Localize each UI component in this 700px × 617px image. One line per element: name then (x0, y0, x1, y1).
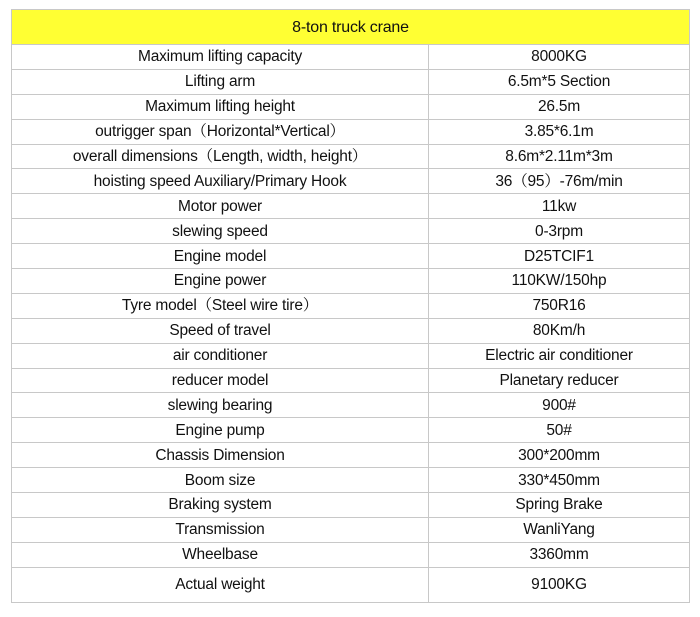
param-cell: Engine pump (12, 418, 429, 443)
table-row (12, 542, 690, 567)
param-cell: overall dimensions（Length, width, height） (12, 144, 429, 169)
value-cell: 8.6m*2.11m*3m (429, 144, 690, 169)
param-cell: air conditioner (12, 343, 429, 368)
value-cell: 8000KG (429, 45, 690, 70)
param-cell: Motor power (12, 194, 429, 219)
value-cell: Planetary reducer (429, 368, 690, 393)
table-row (12, 393, 690, 418)
param-cell: slewing speed (12, 219, 429, 244)
value-cell: 11kw (429, 194, 690, 219)
table-row (12, 517, 690, 542)
table-row (12, 244, 690, 269)
value-cell: 3360mm (429, 542, 690, 567)
value-cell: 0-3rpm (429, 219, 690, 244)
value-cell: 750R16 (429, 293, 690, 318)
param-cell: Tyre model（Steel wire tire） (12, 293, 429, 318)
table-row (12, 418, 690, 443)
value-cell: WanliYang (429, 517, 690, 542)
table-row (12, 219, 690, 244)
param-cell: Lifting arm (12, 69, 429, 94)
param-cell: Chassis Dimension (12, 443, 429, 468)
value-cell: Electric air conditioner (429, 343, 690, 368)
table-row (12, 194, 690, 219)
table-row (12, 119, 690, 144)
spec-table-body (12, 10, 690, 603)
table-row (12, 567, 690, 602)
value-cell: 9100KG (429, 567, 690, 602)
table-title: 8-ton truck crane (12, 10, 690, 45)
value-cell: 900# (429, 393, 690, 418)
table-row (12, 443, 690, 468)
table-row (12, 45, 690, 70)
param-cell: outrigger span（Horizontal*Vertical） (12, 119, 429, 144)
value-cell: Spring Brake (429, 493, 690, 518)
table-row (12, 94, 690, 119)
value-cell: 80Km/h (429, 318, 690, 343)
table-row (12, 468, 690, 493)
table-row (12, 144, 690, 169)
value-cell: 26.5m (429, 94, 690, 119)
table-row (12, 293, 690, 318)
table-row (12, 368, 690, 393)
value-cell: 6.5m*5 Section (429, 69, 690, 94)
param-cell: Maximum lifting capacity (12, 45, 429, 70)
param-cell: Engine model (12, 244, 429, 269)
table-row (12, 318, 690, 343)
table-row (12, 493, 690, 518)
param-cell: slewing bearing (12, 393, 429, 418)
value-cell: D25TCIF1 (429, 244, 690, 269)
table-row (12, 269, 690, 294)
spec-table (11, 9, 690, 603)
value-cell: 36（95）-76m/min (429, 169, 690, 194)
param-cell: reducer model (12, 368, 429, 393)
param-cell: Boom size (12, 468, 429, 493)
param-cell: Transmission (12, 517, 429, 542)
table-header-row (12, 10, 690, 45)
value-cell: 3.85*6.1m (429, 119, 690, 144)
param-cell: Maximum lifting height (12, 94, 429, 119)
value-cell: 330*450mm (429, 468, 690, 493)
param-cell: hoisting speed Auxiliary/Primary Hook (12, 169, 429, 194)
table-row (12, 343, 690, 368)
param-cell: Engine power (12, 269, 429, 294)
value-cell: 110KW/150hp (429, 269, 690, 294)
param-cell: Braking system (12, 493, 429, 518)
value-cell: 50# (429, 418, 690, 443)
table-row (12, 169, 690, 194)
table-row (12, 69, 690, 94)
param-cell: Actual weight (12, 567, 429, 602)
param-cell: Speed of travel (12, 318, 429, 343)
value-cell: 300*200mm (429, 443, 690, 468)
param-cell: Wheelbase (12, 542, 429, 567)
